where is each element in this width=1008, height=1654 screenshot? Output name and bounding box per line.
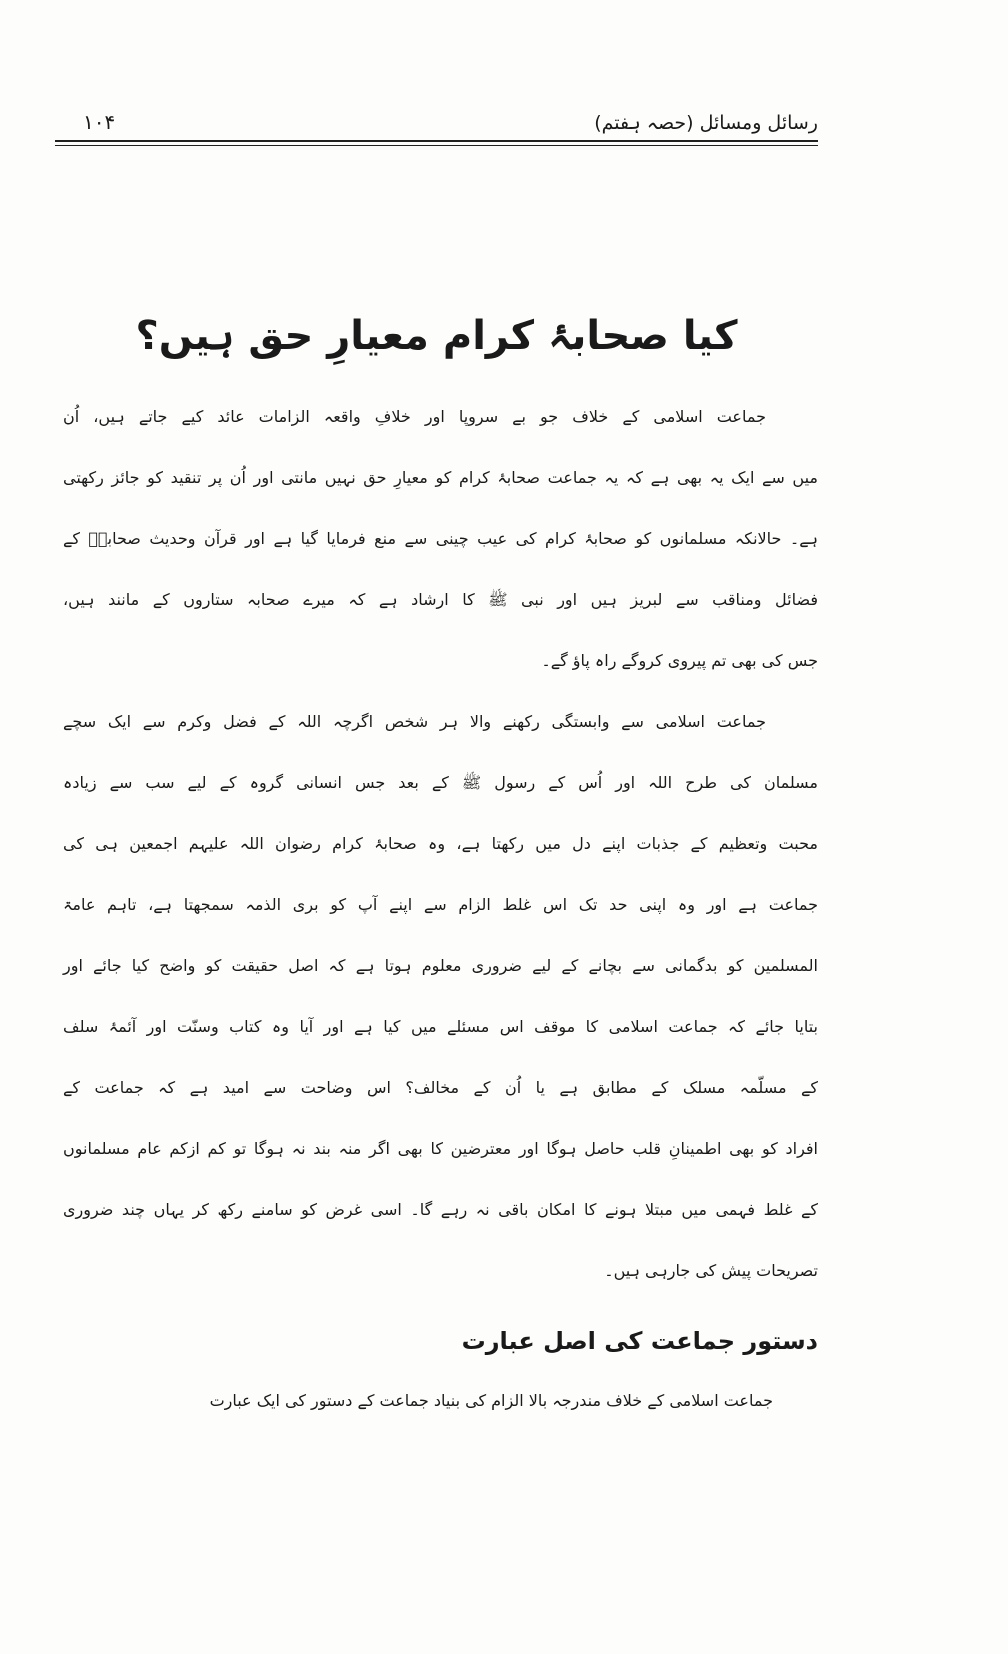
text-line: افراد کو بھی اطمینانِ قلب حاصل ہوگا اور معترضین کا بھی اگر منہ بند نہ ہوگا تو کم ازکم عام مسلمانوں: [63, 1139, 818, 1158]
text-line: المسلمین کو بدگمانی سے بچانے کے لیے ضروری معلوم ہوتا ہے کہ اصل حقیقت کو واضح کیا جائے اور: [63, 956, 819, 975]
paragraph-2: [55, 691, 818, 1301]
paragraph-1: [55, 386, 818, 691]
paragraph-3: جماعت اسلامی کے خلاف مندرجہ بالا الزام کی بنیاد جماعت کے دستور کی ایک عبارت: [209, 1391, 773, 1410]
text-line: تصریحات پیش کی جارہی ہیں۔: [604, 1261, 818, 1280]
text-line: ہے۔ حالانکہ مسلمانوں کو صحابۂ کرام کی عیب چینی سے منع فرمایا گیا ہے اور قرآن وحدیث صحابہؓ کے: [63, 529, 818, 548]
running-header-book-title: رسائل ومسائل (حصہ ہفتم): [594, 112, 818, 134]
page-number: ۱۰۴: [83, 110, 116, 134]
text-line: جماعت اسلامی کے خلاف جو بے سروپا اور خلافِ واقعہ الزامات عائد کیے جاتے ہیں، اُن: [63, 407, 766, 426]
header-rule-thin: [55, 145, 818, 146]
text-line: بتایا جائے کہ جماعت اسلامی کا موقف اس مسئلے میں کیا ہے اور آیا وہ کتاب وسنّت اور آئمۂ سلف: [63, 1017, 818, 1036]
text-line: کے غلط فہمی میں مبتلا ہونے کا امکان باقی نہ رہے گا۔ اسی غرض کو سامنے رکھ کر یہاں چند ضروری: [63, 1200, 818, 1219]
text-line: میں سے ایک یہ بھی ہے کہ یہ جماعت صحابۂ کرام کو معیارِ حق نہیں مانتی اور اُن پر تنقید کو جائز رکھتی: [63, 468, 818, 487]
text-line: محبت وتعظیم کے جذبات اپنے دل میں رکھتا ہے، وہ صحابۂ کرام رضوان اللہ علیہم اجمعین ہی کی: [63, 834, 818, 853]
section-subheading: دستور جماعت کی اصل عبارت: [461, 1327, 818, 1355]
text-line: جماعت اسلامی سے وابستگی رکھنے والا ہر شخص اگرچہ اللہ کے فضل وکرم سے ایک سچے: [63, 712, 766, 731]
header-rule: [55, 140, 818, 142]
text-line: فضائل ومناقب سے لبریز ہیں اور نبی ﷺ کا ارشاد ہے کہ میرے صحابہ ستاروں کے مانند ہیں،: [63, 590, 818, 609]
article-title: کیا صحابۂ کرام معیارِ حق ہیں؟: [135, 313, 738, 359]
text-line: جس کی بھی تم پیروی کروگے راہ پاؤ گے۔: [541, 651, 818, 670]
text-line: جماعت ہے اور وہ اپنی حد تک اس غلط الزام سے اپنے آپ کو بری الذمہ سمجھتا ہے، تاہم عامۃ: [63, 895, 818, 914]
running-header: [55, 72, 818, 134]
text-line: کے مسلّمہ مسلک کے مطابق ہے یا اُن کے مخالف؟ اس وضاحت سے امید ہے کہ جماعت کے: [63, 1078, 818, 1097]
text-line: مسلمان کی طرح اللہ اور اُس کے رسول ﷺ کے بعد جس انسانی گروہ کے لیے سب سے زیادہ: [63, 773, 818, 792]
